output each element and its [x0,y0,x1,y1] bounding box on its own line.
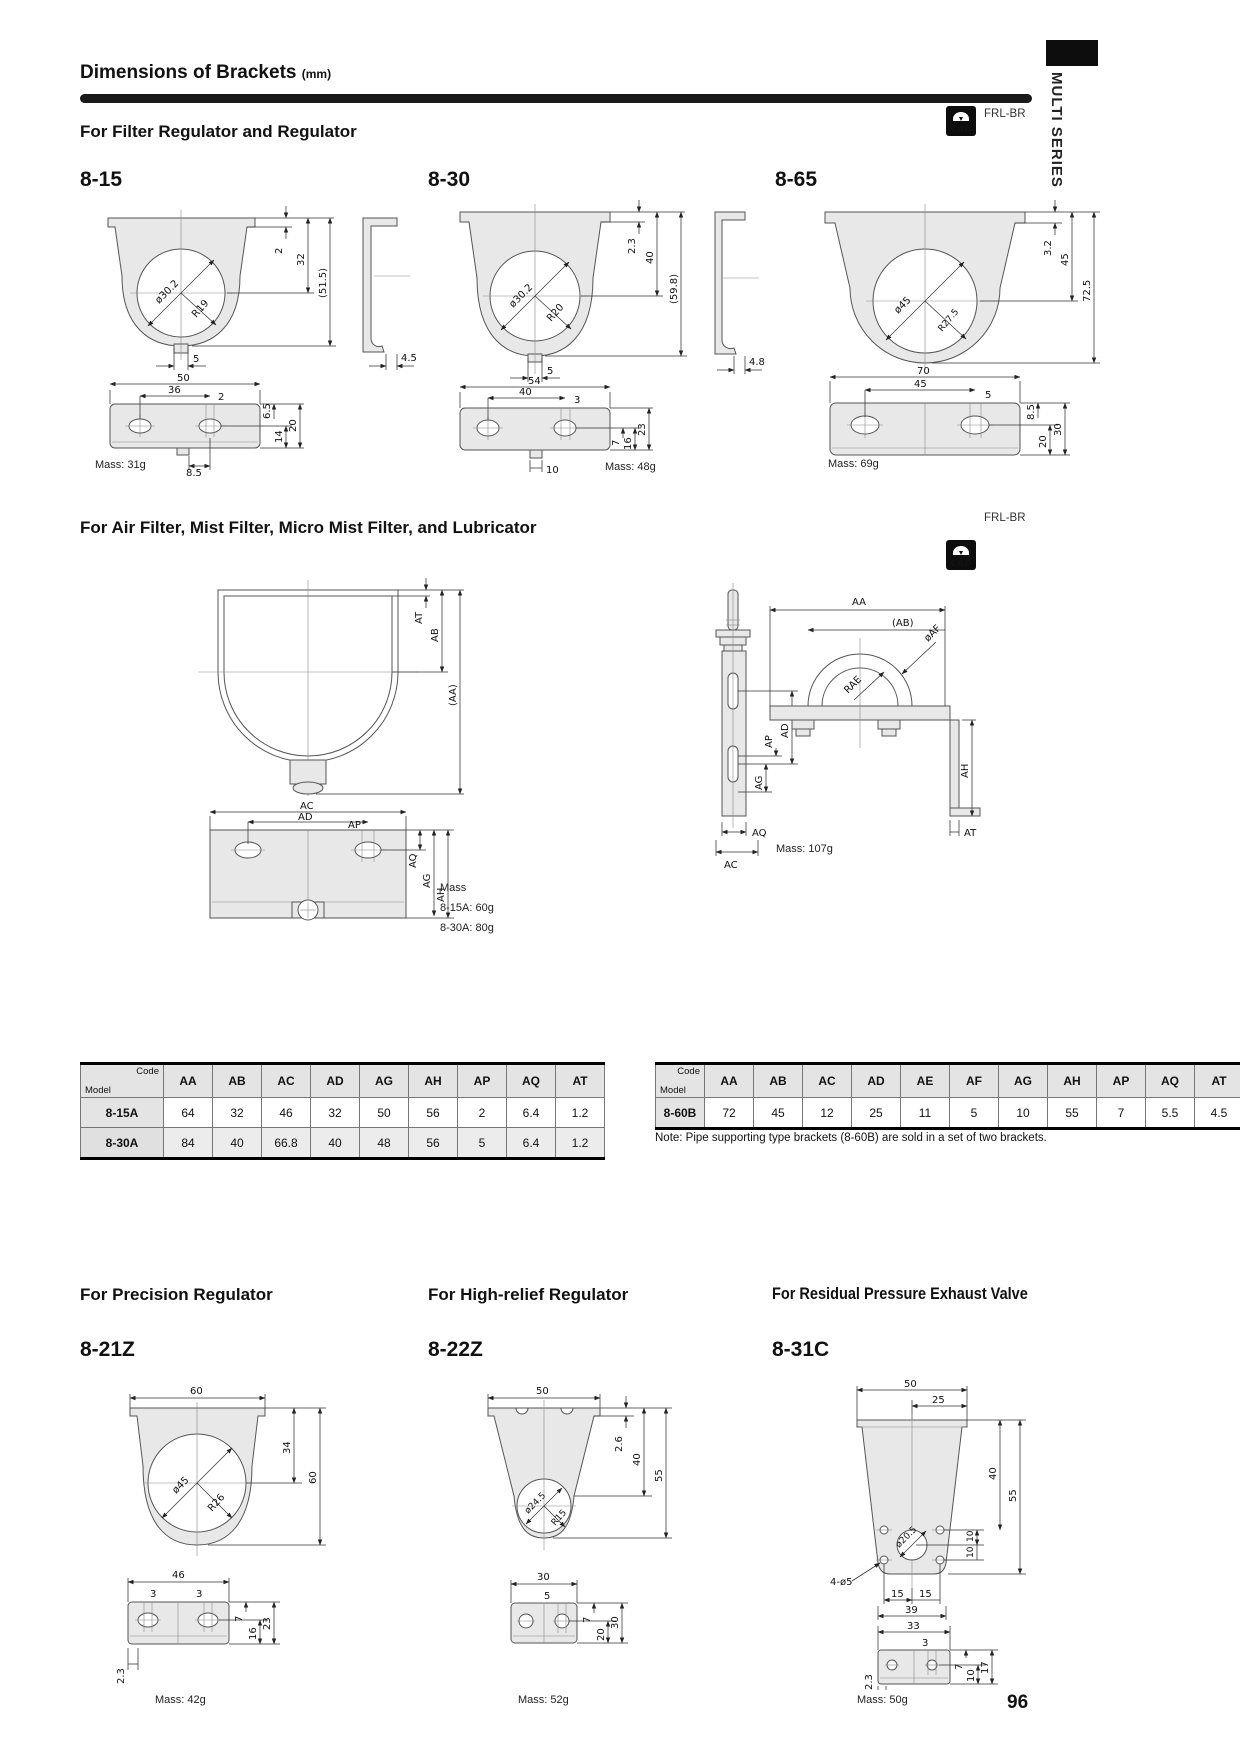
dim-label: (51.5) [318,267,329,298]
dim-label: 3.2 [1043,240,1054,256]
dim-label: 70 [917,366,930,377]
series-tab-label: MULTI SERIES [1048,72,1065,188]
dim-label: 5 [985,390,992,401]
col-header: AB [754,1064,803,1098]
model-cell: 8-30A [81,1128,164,1159]
dim-label: 60 [308,1471,319,1484]
col-header: AA [705,1064,754,1098]
value-cell: 32 [311,1098,360,1128]
dim-label: 5 [544,1591,551,1602]
section2-heading: For Air Filter, Mist Filter, Micro Mist Filter, and Lubricator [80,518,537,537]
col-header: AH [409,1064,458,1098]
dim-label: 40 [632,1453,643,1466]
dim-label: 45 [914,379,927,390]
dim-label: øAF [922,623,944,645]
model-title-8-30: 8-30 [428,168,471,191]
col-header: AH [1048,1064,1097,1098]
drawing-8-30 [425,198,770,476]
dim-label: 23 [637,423,648,436]
table1-corner [81,1064,164,1098]
drawing-ubolt-bracket [640,578,980,878]
dim-label: 23 [262,1617,273,1630]
dim-label: 15 [919,1589,932,1600]
col-header: AF [950,1064,999,1098]
model-title-8-21z: 8-21Z [80,1338,135,1361]
bracket-front-view [130,1386,326,1556]
dim-label: (AA) [448,684,459,706]
table2-corner [656,1064,705,1098]
dim-label: 2.6 [614,1436,625,1452]
cad-icon[interactable] [946,540,976,570]
dim-label: 3 [196,1589,203,1600]
bracket-front-view [108,206,336,370]
dim-label: 30 [610,1616,621,1629]
value-cell: 10 [999,1098,1048,1129]
dim-label: RAE [842,674,865,697]
dim-label: 33 [907,1621,920,1632]
frl-br-label-1: FRL-BR [984,108,1026,120]
dim-label: 50 [536,1386,549,1397]
dim-label: AC [724,860,738,871]
value-cell: 48 [360,1128,409,1159]
value-cell: 2 [458,1098,507,1128]
bracket-side-view [715,212,765,374]
drawing-8-65 [770,198,1115,476]
dim-label: 2 [274,247,285,254]
dim-label: 25 [932,1395,945,1406]
dim-label: 2.3 [627,238,638,254]
dim-label: 60 [190,1386,203,1397]
dim-label: AD [780,723,791,738]
dim-label: 40 [519,387,532,398]
table-row [81,1128,605,1159]
dim-label: 20 [1038,435,1049,448]
dim-label: AP [348,820,361,831]
value-cell: 11 [901,1098,950,1129]
dim-label: AT [414,611,425,624]
dim-label: 8.5 [1026,404,1037,420]
dim-label: 72.5 [1082,279,1093,302]
col-header: AD [852,1064,901,1098]
bracket-front-view [460,200,687,382]
dim-label: AQ [752,828,767,839]
cad-icon[interactable] [946,106,976,136]
dim-label: ø30.2 [507,282,536,311]
band-front-view [198,578,464,796]
value-cell: 45 [754,1098,803,1129]
col-header: AB [213,1064,262,1098]
dim-label: 10 [966,1669,977,1682]
model-title-8-15: 8-15 [80,168,123,191]
mass-8-22z: Mass: 52g [518,1694,569,1706]
dim-label: 45 [1060,253,1071,266]
bracket-bottom-view [864,1621,998,1690]
dim-label: 15 [891,1589,904,1600]
bracket-front-view [825,200,1100,370]
col-header: AG [999,1064,1048,1098]
dim-label: ø24.5 [523,1490,549,1517]
dim-label: 34 [282,1441,293,1454]
dim-label: AH [436,887,447,902]
dimension-table-2 [655,1062,1240,1130]
bracket-side-view [363,218,417,370]
cad-icon-label: CAD [950,125,972,135]
band-bottom-view [210,801,454,920]
value-cell: 6.4 [507,1128,556,1159]
dim-label: 46 [172,1570,185,1581]
dim-label: 5 [547,366,554,377]
drawing-8-31c [772,1378,1117,1690]
value-cell: 32 [213,1098,262,1128]
dim-label: AT [964,828,977,839]
section3-heading-1: For Precision Regulator [80,1285,273,1304]
ubolt-front-view [770,597,950,748]
dim-label: 30 [537,1572,550,1583]
col-header: AP [1097,1064,1146,1098]
value-cell: 12 [803,1098,852,1129]
dim-label: AG [754,775,765,790]
model-cell: 8-60B [656,1098,705,1129]
mass-8-15: Mass: 31g [95,459,146,471]
dim-label: 55 [1008,1489,1019,1502]
cad-icon-art [946,106,976,136]
value-cell: 40 [311,1128,360,1159]
dim-label: AD [298,812,313,823]
dim-label: AC [300,801,314,812]
dim-label: R19 [190,298,212,321]
page-number: 96 [1007,1692,1029,1713]
dim-label: 6.5 [262,403,273,419]
value-cell: 46 [262,1098,311,1128]
value-cell: 72 [705,1098,754,1129]
col-header: AD [311,1064,360,1098]
dim-label: 39 [905,1605,918,1616]
dim-label: 55 [654,1469,665,1482]
dim-label: ø30.2 [153,278,182,307]
dim-label: 16 [623,437,634,450]
dim-label: 8.5 [186,468,202,479]
value-cell: 1.2 [556,1128,605,1159]
value-cell: 5.5 [1146,1098,1195,1129]
dim-label: 7 [234,1615,245,1622]
dim-label: 4-ø5 [830,1577,853,1588]
dim-label: 4.5 [401,353,417,364]
value-cell: 55 [1048,1098,1097,1129]
dim-label: 40 [645,251,656,264]
dim-label: 32 [296,253,307,266]
dim-label: 10 [966,1546,976,1558]
dim-label: 20 [288,419,299,432]
dimension-table-1 [80,1062,605,1160]
dim-label: 2.3 [116,1668,127,1684]
value-cell: 50 [360,1098,409,1128]
corner-code: Code [136,1066,159,1077]
dim-label: (59.8) [669,273,680,304]
dim-label: 14 [274,430,285,443]
col-header: AC [803,1064,852,1098]
dim-label: AQ [408,853,419,868]
value-cell: 25 [852,1098,901,1129]
dim-label: AB [430,628,441,642]
dim-label: 10 [966,1530,976,1542]
col-header: AG [360,1064,409,1098]
model-title-8-22z: 8-22Z [428,1338,483,1361]
series-tab-block [1046,40,1098,66]
dim-label: R20 [545,302,567,325]
dim-label: 2 [218,392,225,403]
bracket-front-view [830,1379,1026,1620]
value-cell: 5 [950,1098,999,1129]
dim-label: 16 [248,1627,259,1640]
dim-label: 20 [596,1628,607,1641]
section3-heading-3: For Residual Pressure Exhaust Valve [772,1285,1028,1303]
dim-label: ø45 [892,295,914,317]
mass-band-8-15a: 8-15A: 60g [440,902,494,914]
corner-code: Code [677,1066,700,1077]
corner-model: Model [85,1085,111,1096]
dim-label: 50 [904,1379,917,1390]
section1-heading: For Filter Regulator and Regulator [80,122,357,141]
model-title-8-65: 8-65 [775,168,818,191]
col-header: AQ [507,1064,556,1098]
value-cell: 40 [213,1128,262,1159]
drawing-band-bracket [180,572,480,934]
dim-label: 3 [922,1638,929,1649]
dim-label: 3 [574,395,581,406]
angle-side-view [950,720,980,839]
dim-label: 7 [954,1663,965,1670]
col-header: AC [262,1064,311,1098]
col-header: AT [556,1064,605,1098]
value-cell: 56 [409,1128,458,1159]
col-header: AP [458,1064,507,1098]
ubolt-side-view [716,583,798,871]
model-title-8-31c: 8-31C [772,1338,830,1361]
dim-label: 36 [168,385,181,396]
dim-label: 17 [980,1661,991,1674]
dim-label: ø20.5 [894,1524,920,1551]
dim-label: AH [960,763,971,778]
dim-label: ø45 [170,1475,192,1497]
dim-label: 7 [611,439,622,446]
mass-band-title: Mass [440,882,467,894]
section3-heading-2: For High-relief Regulator [428,1285,629,1304]
value-cell: 5 [458,1128,507,1159]
dim-label: 30 [1053,423,1064,436]
drawing-8-15 [80,198,420,479]
dim-label: 7 [582,1616,593,1623]
bracket-bottom-view [830,366,1070,455]
dim-label: R27.5 [936,307,962,334]
cad-icon-label: CAD [950,559,972,569]
dim-label: 40 [988,1467,999,1480]
page-title-unit: (mm) [301,67,332,81]
dim-label: 3 [150,1589,157,1600]
bracket-bottom-view [511,1572,628,1643]
value-cell: 6.4 [507,1098,556,1128]
corner-model: Model [660,1085,686,1096]
mass-8-21z: Mass: 42g [155,1694,206,1706]
col-header: AE [901,1064,950,1098]
dim-label: AP [764,735,775,748]
frl-br-label-2: FRL-BR [984,512,1026,524]
value-cell: 66.8 [262,1128,311,1159]
value-cell: 1.2 [556,1098,605,1128]
dim-label: 2.3 [864,1674,875,1690]
dim-label: 10 [546,465,559,476]
dim-label: 50 [177,373,190,384]
dim-label: AG [422,873,433,888]
table-row [656,1098,1240,1129]
page-title-text: Dimensions of Brackets [80,62,297,83]
table-row [81,1098,605,1128]
value-cell: 4.5 [1195,1098,1240,1129]
col-header: AT [1195,1064,1240,1098]
mass-8-30: Mass: 48g [605,461,656,473]
mass-8-31c: Mass: 50g [857,1694,908,1706]
value-cell: 7 [1097,1098,1146,1129]
drawing-8-22z [428,1378,773,1690]
cad-icon-art [946,540,976,570]
dim-label: R26 [206,1492,228,1515]
value-cell: 64 [164,1098,213,1128]
mass-band-8-30a: 8-30A: 80g [440,922,494,934]
col-header: AQ [1146,1064,1195,1098]
value-cell: 56 [409,1098,458,1128]
bracket-front-view [488,1386,672,1550]
model-cell: 8-15A [81,1098,164,1128]
dim-label: 4.8 [749,357,765,368]
title-rule [80,94,1032,103]
col-header: AA [164,1064,213,1098]
mass-band-block [440,878,494,938]
drawing-8-21z [80,1378,425,1690]
mass-8-65: Mass: 69g [828,458,879,470]
dim-label: (AB) [892,618,914,629]
dim-label: AA [852,597,866,608]
value-cell: 84 [164,1128,213,1159]
dim-label: R15 [549,1508,570,1529]
dim-label: 5 [193,354,200,365]
bracket-bottom-view [116,1570,280,1684]
dim-label: 54 [528,376,541,387]
mass-ubolt: Mass: 107g [776,843,833,855]
table2-note: Note: Pipe supporting type brackets (8-60B) are sold in a set of two brackets. [655,1132,1047,1144]
page-title [80,62,331,84]
